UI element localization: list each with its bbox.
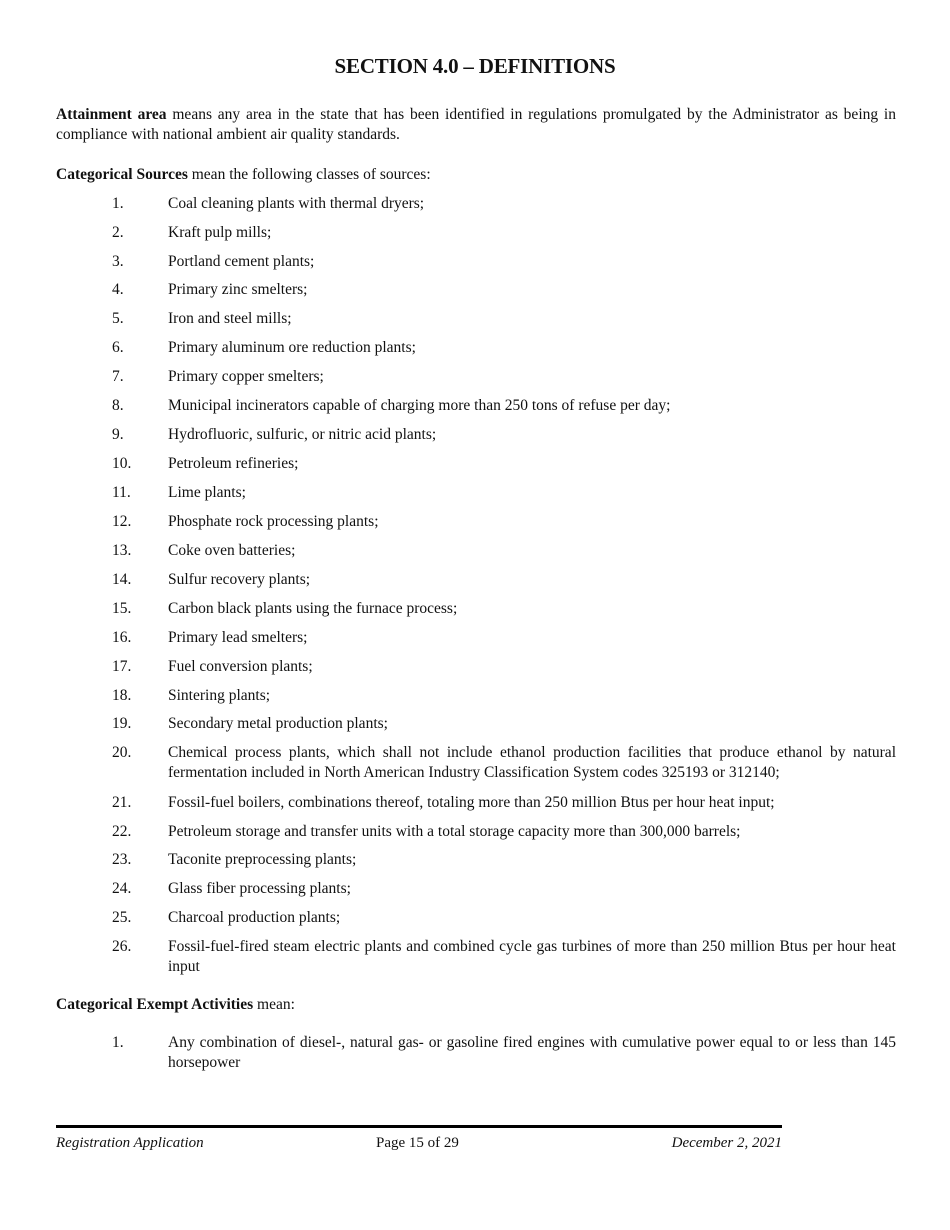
list-item-text: Sintering plants; (168, 687, 271, 704)
list-item-text: Primary copper smelters; (168, 368, 324, 385)
list-item-text: Lime plants; (168, 484, 246, 501)
list-item-text: Coke oven batteries; (168, 542, 296, 559)
list-item-text: Hydrofluoric, sulfuric, or nitric acid plants; (168, 426, 437, 443)
list-item-number: 21. (112, 794, 132, 811)
list-item-text: Secondary metal production plants; (168, 715, 388, 732)
list-item-text: Sulfur recovery plants; (168, 571, 311, 588)
footer-date: December 2, 2021 (671, 1135, 782, 1151)
footer-document-title: Registration Application (56, 1135, 204, 1151)
definition-attainment-area (56, 105, 896, 145)
footer-page-number: Page 15 of 29 (376, 1135, 459, 1151)
list-item-number: 3. (112, 253, 124, 270)
list-item-text: Primary zinc smelters; (168, 281, 308, 298)
list-item-text: Fuel conversion plants; (168, 658, 313, 675)
list-item-number: 1. (112, 1034, 124, 1051)
page-title: SECTION 4.0 – DEFINITIONS (334, 54, 616, 78)
definition-term: Categorical Sources (56, 166, 188, 183)
list-item-text: Municipal incinerators capable of charging more than 250 tons of refuse per day; (168, 397, 671, 414)
list-item-text: Fossil-fuel boilers, combinations thereof, totaling more than 250 million Btus per hour heat input; (168, 794, 775, 811)
list-item-text: Taconite preprocessing plants; (168, 851, 357, 868)
definition-text: mean: (253, 996, 295, 1013)
list-item-number: 11. (112, 484, 131, 501)
list-item-number: 18. (112, 687, 132, 704)
list-item-number: 1. (112, 195, 124, 212)
list-item-text: Charcoal production plants; (168, 909, 341, 926)
list-item-number: 25. (112, 909, 132, 926)
list-item-text: Phosphate rock processing plants; (168, 513, 379, 530)
definition-categorical-exempt-activities (56, 995, 896, 1015)
definition-term: Categorical Exempt Activities (56, 996, 254, 1013)
list-item-text: Petroleum refineries; (168, 455, 299, 472)
list-item-text: Coal cleaning plants with thermal dryers; (168, 195, 425, 212)
list-item-number: 26. (112, 938, 132, 955)
list-item-number: 23. (112, 851, 132, 868)
list-item-number: 15. (112, 600, 132, 617)
list-item-number: 17. (112, 658, 132, 675)
list-item-text: Primary lead smelters; (168, 629, 308, 646)
definition-text: means any area in the state that has been identified in regulations promulgated by the Administrator as being in compliance with national ambient air quality standards. (56, 106, 896, 143)
list-item-number: 16. (112, 629, 132, 646)
list-item-text: Chemical process plants, which shall not include ethanol production facilities that produce ethanol by natural fermentation included in North American Industry Classification System codes 325193 or 312140; (168, 744, 896, 781)
list-item-text: Petroleum storage and transfer units with a total storage capacity more than 300,000 barrels; (168, 823, 741, 840)
list-item-text: Glass fiber processing plants; (168, 880, 351, 897)
list-item-text: Primary aluminum ore reduction plants; (168, 339, 416, 356)
list-item-text: Carbon black plants using the furnace process; (168, 600, 458, 617)
definition-categorical-sources (56, 165, 896, 185)
list-item-number: 6. (112, 339, 124, 356)
footer-divider (56, 1125, 782, 1128)
list-item-number: 10. (112, 455, 132, 472)
list-item-number: 14. (112, 571, 132, 588)
definition-term: Attainment area (56, 106, 167, 123)
list-item-number: 5. (112, 310, 124, 327)
list-item-text: Kraft pulp mills; (168, 224, 272, 241)
list-item-number: 13. (112, 542, 132, 559)
list-item-number: 12. (112, 513, 132, 530)
list-item-text: Fossil-fuel-fired steam electric plants and combined cycle gas turbines of more than 250 million Btus per hour heat input (168, 938, 896, 975)
list-item-text: Portland cement plants; (168, 253, 315, 270)
list-item-number: 9. (112, 426, 124, 443)
list-item-number: 8. (112, 397, 124, 414)
list-item-number: 24. (112, 880, 132, 897)
list-item-number: 20. (112, 744, 132, 761)
list-item-number: 22. (112, 823, 132, 840)
list-item-text: Any combination of diesel-, natural gas- or gasoline fired engines with cumulative power equal to or less than 145 horsepower (168, 1034, 896, 1071)
list-item-number: 19. (112, 715, 132, 732)
list-item-text: Iron and steel mills; (168, 310, 292, 327)
list-item-number: 2. (112, 224, 124, 241)
list-item-number: 4. (112, 281, 124, 298)
list-item-number: 7. (112, 368, 124, 385)
definition-text: mean the following classes of sources: (187, 166, 431, 183)
